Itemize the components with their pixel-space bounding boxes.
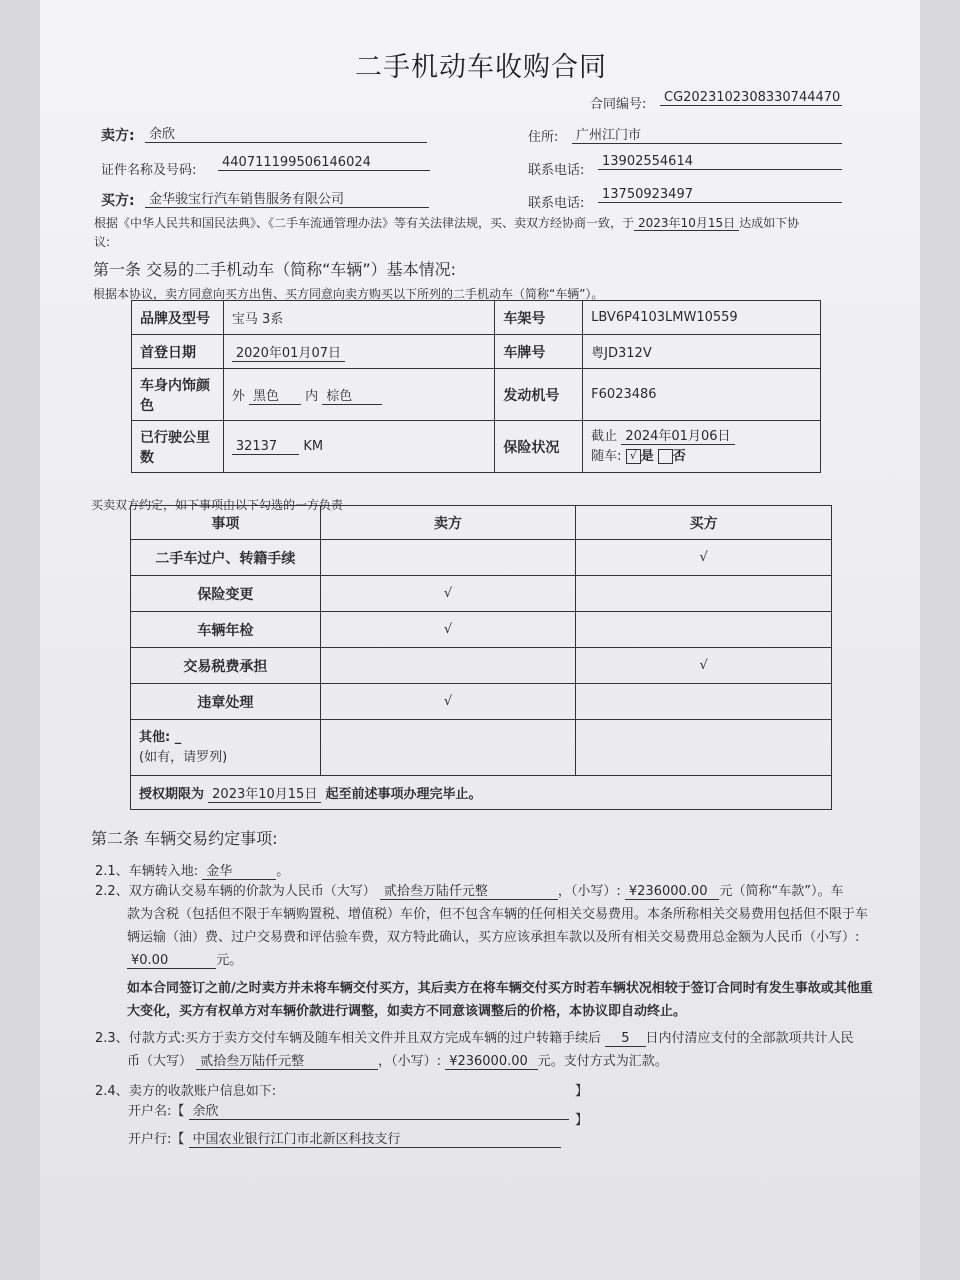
mileage-value: 32137 [232,439,299,455]
vin-value: LBV6P4103LMW10559 [583,301,821,335]
payment-amount: ¥236000.00 [445,1054,538,1070]
seller-phone: 13902554614 [598,154,842,170]
fee-amount: ¥0.00 [127,953,216,969]
article1-intro: 根据本协议，卖方同意向买方出售、买方同意向卖方购买以下所列的二手机动车（简称“车辆”）。 [93,287,604,301]
no-checkbox[interactable] [658,449,673,464]
brand-label: 品牌及型号 [132,301,224,335]
clause-2-1: 2.1、车辆转入地: 金华 。 [95,864,290,879]
page-title: 二手机动车收购合同 [355,52,607,83]
bracket-close-1: 】 [575,1084,589,1099]
transfer-place: 金华 [202,864,276,880]
clause-2-2-line2: 款为含税（包括但不限于车辆购置税、增值税）车价，但不包含车辆的任何相关交易费用。本条所称相关交易费用包括但不限于车 [127,907,869,922]
clause-2-4: 2.4、卖方的收款账户信息如下: [95,1084,277,1099]
buyer-check[interactable]: √ [576,540,832,576]
yes-checkbox[interactable]: √ [626,449,641,464]
preamble-text: 根据《中华人民共和国民法典》、《二手车流通管理办法》等有关法律法规，买、卖双方经协商一致，于 2023年10月15日 达成如下协 [94,216,800,230]
buyer-check[interactable] [576,612,832,648]
other-items: 其他: _ (如有，请罗列) [131,720,321,776]
seller-check[interactable]: √ [320,684,576,720]
buyer-phone: 13750923497 [598,187,842,203]
seller-label: 卖方: [101,128,135,144]
seller-check[interactable] [320,648,576,684]
address-label: 住所: [528,130,559,145]
preamble-line2: 议: [94,235,111,249]
payment-chinese: 贰拾叁万陆仟元整 [196,1054,378,1070]
article1-heading: 第一条 交易的二手机动车（简称“车辆”）基本情况: [93,260,457,279]
buyer-check[interactable] [576,684,832,720]
plate-label: 车牌号 [495,335,583,369]
payment-days: 5 [605,1031,645,1047]
price-amount: ¥236000.00 [625,884,720,900]
bold-clause-line2: 大变化，买方有权单方对车辆价款进行调整，如卖方不同意该调整后的价格，本协议即自动终止。 [127,1004,687,1019]
seller-check[interactable] [320,540,576,576]
table-row-item: 交易税费承担 [131,648,321,684]
bold-clause-line1: 如本合同签订之前/之时卖方并未将车辆交付买方，其后卖方在将车辆交付买方时若车辆状况相较于签订合同时有发生事故或其他重 [127,981,873,996]
account-name-row: 开户名:【 余欣 [128,1100,569,1119]
plate-value: 粤JD312V [583,335,821,369]
table-row-item: 车辆年检 [131,612,321,648]
color-label: 车身内饰颜色 [132,369,224,421]
exterior-color: 黑色 [249,389,301,405]
vin-label: 车架号 [495,301,583,335]
mileage-label: 已行驶公里数 [132,421,224,473]
header-item: 事项 [131,506,321,540]
seller-name: 余欣 [145,123,427,143]
header-buyer: 买方 [576,506,832,540]
other-seller[interactable] [320,720,576,776]
table-row-item: 二手车过户、转籍手续 [131,540,321,576]
clause-2-2-fee: ¥0.00 元。 [127,949,242,968]
insurance-label: 保险状况 [495,421,583,473]
clause-2-2-line3: 辆运输（油）费、过户交易费和评估验车费，双方特此确认，买方应该承担车款以及所有相关交易费用总金额为人民币（小写）: [127,930,860,945]
engine-value: F6023486 [583,369,821,421]
preamble-date: 2023年10月15日 [634,216,739,231]
seller-check[interactable]: √ [320,612,576,648]
other-buyer[interactable] [576,720,832,776]
vehicle-info-table: 品牌及型号 宝马 3系 车架号 LBV6P4103LMW10559 首登日期 2020年01月07日 车牌号 粤JD312V 车身内饰颜色 外 黑色 内 棕色 发动机号 F6023486 已行驶公里数 32137 KM 保险状况 截止 2024年01月06日 随车: √ 是 否 [131,300,821,473]
insurance-date: 2024年01月06日 [621,429,734,445]
auth-date: 2023年10月15日 [208,787,321,803]
article2-heading: 第二条 车辆交易约定事项: [91,829,278,848]
address: 广州江门市 [572,124,842,144]
brand-value: 宝马 3系 [223,301,495,335]
clause-2-3-line2: 币（大写） 贰拾叁万陆仟元整 ，（小写）: ¥236000.00 元。支付方式为汇款。 [127,1054,668,1069]
buyer-check[interactable]: √ [576,648,832,684]
interior-color: 棕色 [322,389,382,405]
buyer-check[interactable] [576,576,832,612]
id-number: 440711199506146024 [218,155,430,171]
price-chinese: 贰拾叁万陆仟元整 [380,884,558,900]
bank-name: 中国农业银行江门市北新区科技支行 [189,1132,561,1148]
authorization-row: 授权期限为 2023年10月15日 起至前述事项办理完毕止。 [131,776,832,810]
account-name: 余欣 [189,1104,569,1120]
contract-number: CG2023102308330744470 [660,90,842,106]
buyer-name: 金华骏宝行汽车销售服务有限公司 [145,188,429,208]
table-row-item: 违章处理 [131,684,321,720]
seller-check[interactable]: √ [320,576,576,612]
engine-label: 发动机号 [495,369,583,421]
buyer-label: 买方: [101,193,135,209]
bracket-close-2: 】 [575,1113,589,1128]
id-label: 证件名称及号码: [101,163,197,178]
reg-date-value: 2020年01月07日 [232,346,345,362]
seller-phone-label: 联系电话: [528,163,585,178]
bank-row: 开户行:【 中国农业银行江门市北新区科技支行 [128,1128,561,1147]
clause-2-3: 2.3、付款方式:买方于卖方交付车辆及随车相关文件并且双方完成车辆的过户转籍手续后 5 日内付清应支付的全部款项共计人民 [95,1031,854,1046]
table-row-item: 保险变更 [131,576,321,612]
header-seller: 卖方 [320,506,576,540]
responsibility-intro: 买卖双方约定，如下事项由以下勾选的一方负责 [91,498,344,512]
buyer-phone-label: 联系电话: [528,196,585,211]
clause-2-2: 2.2、双方确认交易车辆的价款为人民币（大写） 贰拾叁万陆仟元整 ，（小写）: ¥236000.00 元（简称“车款”）。车 [95,884,844,899]
contract-number-label: 合同编号: [590,97,647,112]
responsibility-table [130,505,832,810]
reg-date-label: 首登日期 [132,335,224,369]
